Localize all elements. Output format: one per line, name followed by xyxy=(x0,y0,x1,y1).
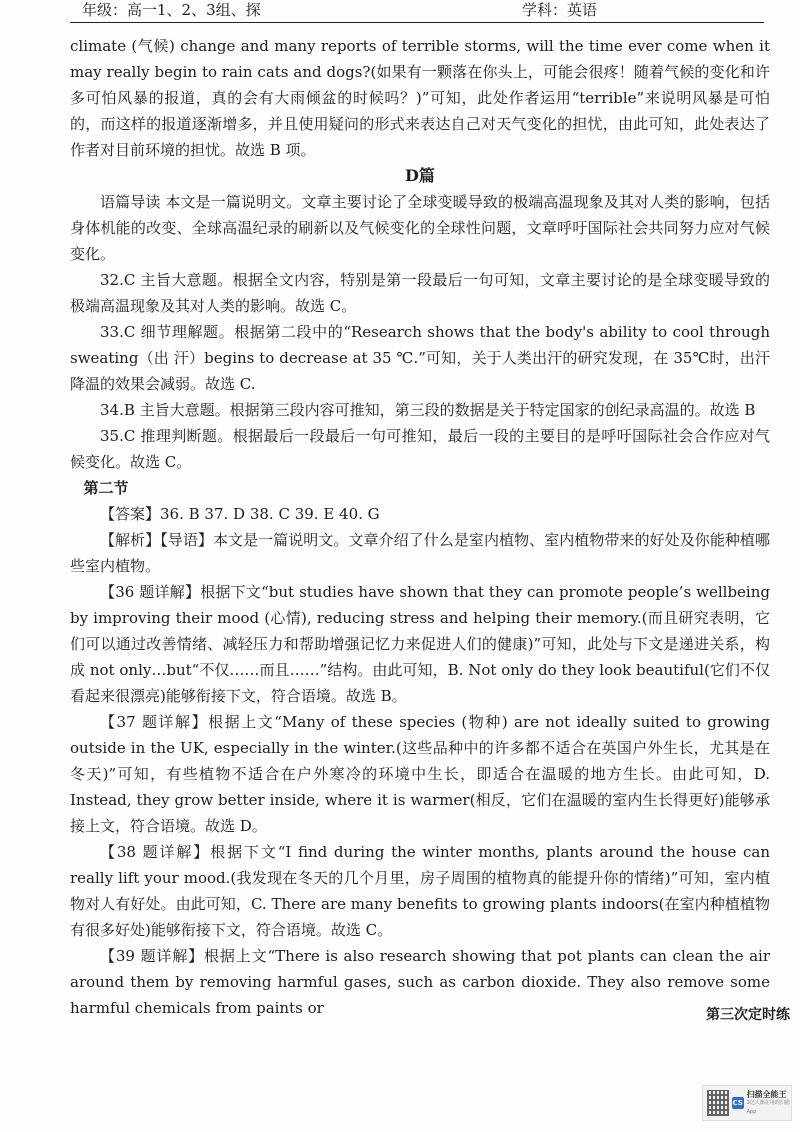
page-header xyxy=(70,0,764,23)
section-title-d: D篇 xyxy=(405,166,435,185)
grade-label: 年级：高一1、2、3组、探 xyxy=(82,1,261,19)
exam-footer-label: 第三次定时练 xyxy=(706,1007,790,1023)
qr-code-icon xyxy=(707,1090,729,1116)
scanner-watermark-text xyxy=(747,1090,791,1117)
reading-guide: 语篇导读 本文是一篇说明文。文章主要讨论了全球变暖导致的极端高温现象及其对人类的影响，包括身体机能的改变、全球高温纪录的刷新以及气候变化的全球性问题，文章呼吁国际社会共同努力应对气候变化。 xyxy=(70,193,770,263)
answer-35: 35.C 推理判断题。根据最后一段最后一句可推知，最后一段的主要目的是呼吁国际社会合作应对气候变化。故选 C。 xyxy=(70,427,770,471)
answer-key-36-40: 【答案】36. B 37. D 38. C 39. E 40. G xyxy=(100,505,380,523)
camscanner-logo-icon: CS xyxy=(732,1099,743,1107)
scanner-app-name: 扫描全能王 xyxy=(746,1089,787,1099)
explanation-37: 【37 题详解】根据上文“Many of these species (物种) are not ideally suited to growing outside in the UK, especially in the winter.(这些品种中的许多都不适合在英国户外生长，尤其是在冬天)”可知，有些植物不适合在户外寒冷的环境中生长，即适合在温暖的地方生长。由此可知，D. Instead, they grow better inside, where it is warmer(相反，它们在温暖的室内生长得更好)能够承接上文，符合语境。故选 D。 xyxy=(70,713,770,835)
scanner-tagline: 3亿人都在用的扫描App xyxy=(746,1099,790,1115)
answer-33: 33.C 细节理解题。根据第二段中的“Research shows that the body's ability to cool through sweating（出 汗）begins to decrease at 35 ℃.”可知，关于人类出汗的研究发现，在 35℃时，出汗降温的效果会减弱。故选 C. xyxy=(70,323,770,393)
subject-label: 学科：英语 xyxy=(522,1,598,19)
explanation-36: 【36 题详解】根据下文“but studies have shown that they can promote people’s wellbeing by improving their mood (心情), reducing stress and helping their memory.(而且研究表明，它们可以通过改善情绪、减轻压力和帮助增强记忆力来促进人们的健康)”可知，此处与下文是递进关系，构成 not only…but“不仅……而且……”结构。由此可知，B. Not only do they look beautiful(它们不仅看起来很漂亮)能够衔接下文，符合语境。故选 B。 xyxy=(70,583,770,705)
explanation-38: 【38 题详解】根据下文“I find during the winter months, plants around the house can really lift your mood.(我发现在冬天的几个月里，房子周围的植物真的能提升你的情绪)”可知，室内植物对人有好处。由此可知，C. There are many benefits to growing plants indoors(在室内种植植物有很多好处)能够衔接下文，符合语境。故选 C。 xyxy=(70,843,770,939)
paragraph-c-continuation: climate (气候) change and many reports of terrible storms, will the time ever come when it may really begin to rain cats and dogs?(如果有一颗落在你头上，可能会很疼！随着气候的变化和许多可怕风暴的报道，真的会有大雨倾盆的时候吗？)”可知，此处作者运用“terrible”来说明风暴是可怕的，而这样的报道逐渐增多，并且使用疑问的形式来表达自己对天气变化的担忧，由此可知，此处表达了作者对目前环境的担忧。故选 B 项。 xyxy=(70,37,770,159)
answer-34: 34.B 主旨大意题。根据第三段内容可推知，第三段的数据是关于特定国家的创纪录高温的。故选 B xyxy=(100,401,756,419)
explanation-39: 【39 题详解】根据上文“There is also research showing that pot plants can clean the air around them by removing harmful gases, such as carbon dioxide. They also remove some harmful chemicals from paints or xyxy=(70,947,770,1017)
scanner-watermark xyxy=(702,1085,792,1121)
analysis-intro: 【解析】【导语】本文是一篇说明文。文章介绍了什么是室内植物、室内植物带来的好处及你能种植哪些室内植物。 xyxy=(70,531,770,575)
answer-content xyxy=(70,33,770,1021)
section-two-heading: 第二节 xyxy=(83,479,129,497)
answer-32: 32.C 主旨大意题。根据全文内容，特别是第一段最后一句可知，文章主要讨论的是全球变暖导致的极端高温现象及其对人类的影响。故选 C。 xyxy=(70,271,770,315)
